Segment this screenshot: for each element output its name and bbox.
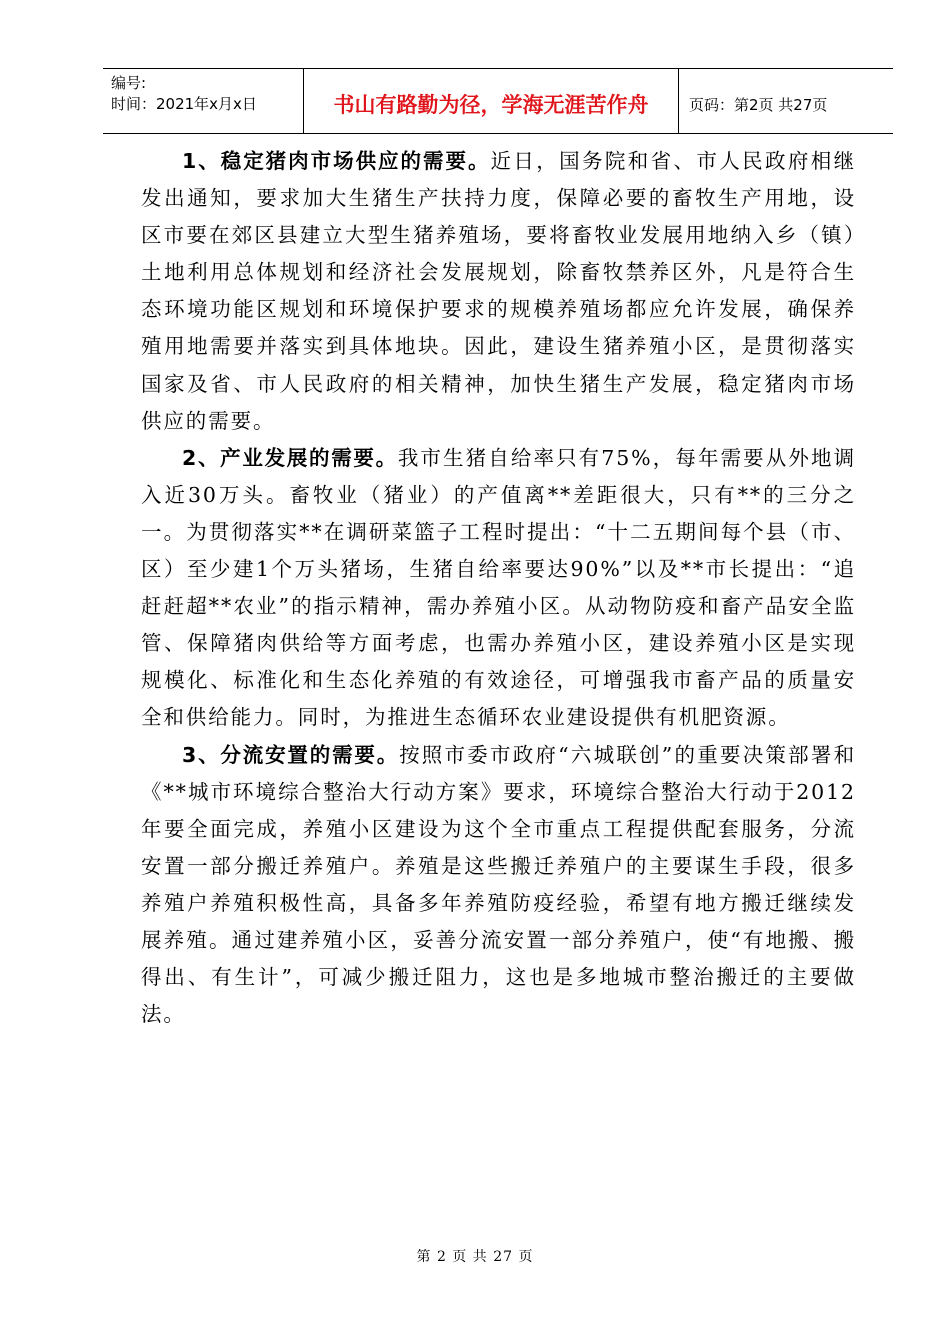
header-meta [103, 69, 304, 133]
paragraph-heading: 2、产业发展的需要。 [182, 445, 398, 470]
number-label: 编号: [111, 74, 147, 92]
page-header [103, 68, 893, 134]
header-slogan: 书山有路勤为径，学海无涯苦作舟 [304, 69, 679, 133]
paragraph-text: 按照市委市政府“六城联创”的重要决策部署和《**城市环境综合整治大行动方案》要求，环境综合整治大行动于2012年要全面完成，养殖小区建设为这个全市重点工程提供配套服务，分流安置一部分搬迁养殖户。养殖是这些搬迁养殖户的主要谋生手段，很多养殖户养殖积极性高，具备多年养殖防疫经验，希望有地方搬迁继续发展养殖。通过建养殖小区，妥善分流安置一部分养殖户，使“有地搬、搬得出、有生计”，可减少搬迁阻力，这也是多地城市整治搬迁的主要做法。 [141, 742, 857, 1027]
paragraph-text: 近日，国务院和省、市人民政府相继发出通知，要求加大生猪生产扶持力度，保障必要的畜牧生产用地，设区市要在郊区县建立大型生猪养殖场，要将畜牧业发展用地纳入乡（镇）土地利用总体规划和经济社会发展规划，除畜牧禁养区外，凡是符合生态环境功能区规划和环境保护要求的规模养殖场都应允许发展，确保养殖用地需要并落实到具体地块。因此，建设生猪养殖小区，是贯彻落实国家及省、市人民政府的相关精神，加快生猪生产发展，稳定猪肉市场供应的需要。 [141, 149, 857, 433]
header-page-info: 页码：第2页 共27页 [689, 95, 828, 114]
paragraph-2 [141, 440, 856, 737]
paragraph-text: 我市生猪自给率只有75%，每年需要从外地调入近30万头。畜牧业（猪业）的产值离**差距很大，只有**的三分之一。为贯彻落实**在调研菜篮子工程时提出：“十二五期间每个县（市、区）至少建1个万头猪场，生猪自给率要达90%”以及**市长提出：“追赶赶超**农业”的指示精神，需办养殖小区。从动物防疫和畜产品安全监管、保障猪肉供给等方面考虑，也需办养殖小区，建设养殖小区是实现规模化、标准化和生态化养殖的有效途径，可增强我市畜产品的质量安全和供给能力。同时，为推进生态循环农业建设提供有机肥资源。 [141, 445, 856, 730]
page-footer: 第 2 页 共 27 页 [416, 1249, 534, 1265]
paragraph-heading: 1、稳定猪肉市场供应的需要。 [182, 149, 491, 173]
paragraph-1 [141, 143, 856, 440]
paragraph-heading: 3、分流安置的需要。 [182, 742, 400, 767]
time-label: 时间：2021年x月x日 [111, 95, 257, 113]
document-body [141, 143, 856, 1033]
paragraph-3 [141, 737, 856, 1034]
